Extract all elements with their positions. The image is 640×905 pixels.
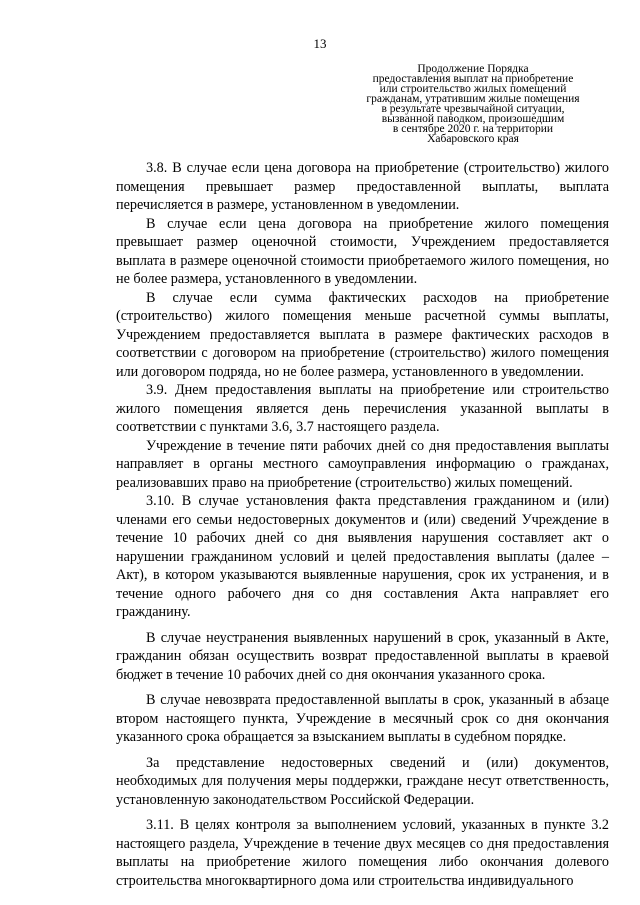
paragraph: В случае неустранения выявленных нарушений в срок, указанный в Акте, гражданин обязан осуществить возврат предоставленной выплаты в краевой бюджет в течение 10 рабочих дней со дня окончания указанного срока.	[116, 629, 609, 683]
header-line: Хабаровского края	[427, 133, 519, 145]
paragraph: За представление недостоверных сведений и (или) документов, необходимых для получения меры поддержки, граждане несут ответственность, установленную законодательством Российской Федерации.	[116, 754, 609, 808]
paragraph: В случае невозврата предоставленной выплаты в срок, указанный в абзаце втором настоящего пункта, Учреждение в месячный срок со дня окончания указанного срока обращается за взысканием выплаты в судебном порядке.	[116, 692, 609, 745]
document-body	[116, 159, 609, 890]
page-number: 13	[313, 36, 327, 51]
header-annotation	[348, 64, 598, 144]
header-line: Продолжение Порядка	[417, 63, 529, 75]
paragraph-3-10: 3.10. В случае установления факта представления гражданином и (или) членами его семьи недостоверных документов и (или) сведений Учреждение в течение 10 рабочих дней со дня выявления нарушения составляет акт о нарушении гражданином условий и целей предоставления выплаты (далее – Акт), в котором указываются выявленные нарушения, срок их устранения, и в течение одного рабочего дня со дня составления Акта направляет его гражданину.	[116, 493, 609, 620]
paragraph-3-8: 3.8. В случае если цена договора на приобретение (строительство) жилого помещения превышает размер предоставленной выплаты, выплата перечисляется в размере, установленном в уведомлении.	[116, 160, 609, 213]
paragraph: В случае если цена договора на приобретение жилого помещения превышает размер оценочной стоимости, Учреждением предоставляется выплата в размере оценочной стоимости приобретаемого жилого помещения, но не более размера, установленного в уведомлении.	[116, 215, 609, 287]
paragraph-3-11: 3.11. В целях контроля за выполнением условий, указанных в пункте 3.2 настоящего раздела, Учреждение в течение двух месяцев со дня предоставления выплаты на приобретение жилого помещения либо окончания долевого строительства многоквартирного дома или строительства индивидуального	[116, 817, 609, 889]
paragraph-3-9: 3.9. Днем предоставления выплаты на приобретение или строительство жилого помещения является день перечисления указанной выплаты в соответствии с пунктами 3.6, 3.7 настоящего раздела.	[116, 382, 609, 435]
header-line: предоставления выплат на приобретение	[372, 73, 574, 85]
header-line: или строительство жилых помещений	[379, 83, 567, 95]
header-line: гражданам, утратившим жилые помещения	[366, 93, 580, 105]
header-line: в сентябре 2020 г. на территории	[392, 123, 554, 135]
paragraph: В случае если сумма фактических расходов на приобретение (строительство) жилого помещения меньше расчетной суммы выплаты, Учреждением предоставляется выплата в размере фактических расходов в соответствии с договором на приобретение (строительство) жилого помещения или договором подряда, но не более размера, установленного в уведомлении.	[116, 289, 609, 380]
header-line: в результате чрезвычайной ситуации,	[381, 103, 565, 115]
header-line: вызванной паводком, произошедшим	[381, 113, 565, 125]
paragraph: Учреждение в течение пяти рабочих дней со дня предоставления выплаты направляет в органы местного самоуправления информацию о гражданах, реализовавших право на приобретение (строительство) жилых помещений.	[116, 437, 609, 491]
